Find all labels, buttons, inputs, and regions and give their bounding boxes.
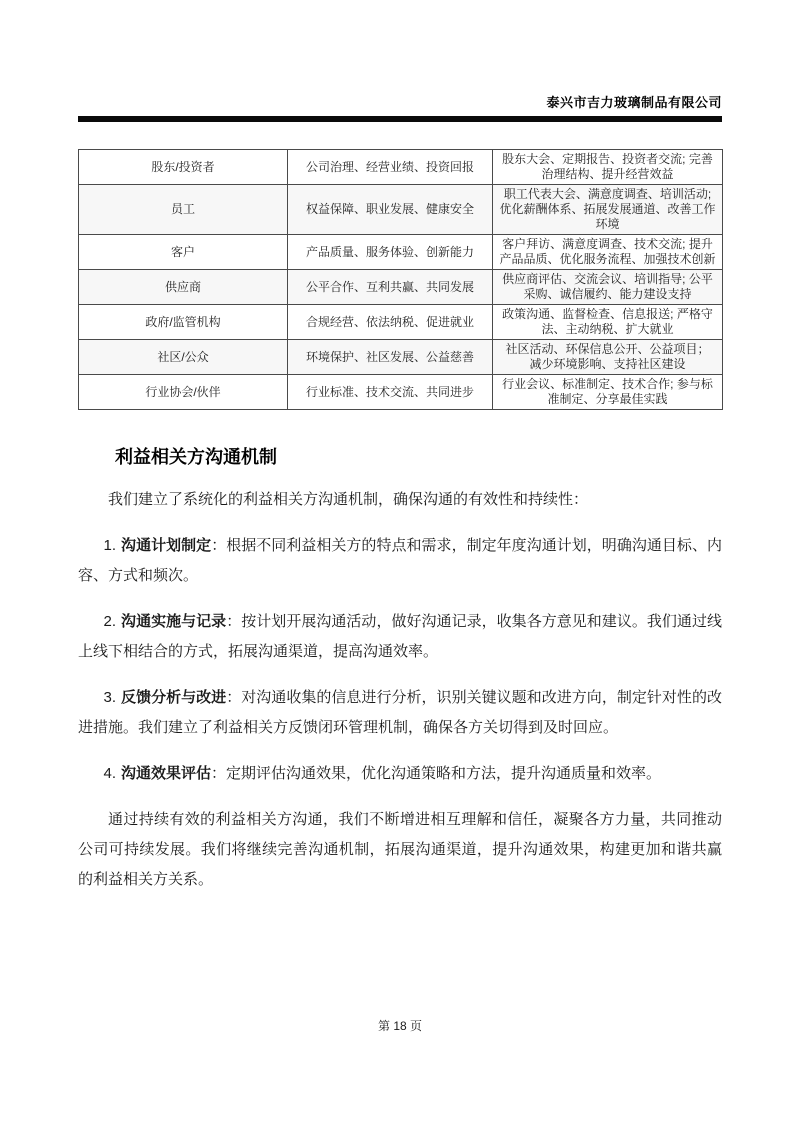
cell-expectations: 行业标准、技术交流、共同进步 [288,375,493,410]
cell-stakeholder: 股东/投资者 [79,150,288,185]
list-item [78,531,722,591]
item-text: ：按计划开展沟通活动，做好沟通记录，收集各方意见和建议。我们通过线上线下相结合的方式，拓展沟通渠道，提高沟通效率。 [78,613,722,660]
cell-stakeholder: 政府/监管机构 [79,305,288,340]
item-text: ：定期评估沟通效果，优化沟通策略和方法，提升沟通质量和效率。 [211,765,662,782]
item-text: ：根据不同利益相关方的特点和需求，制定年度沟通计划，明确沟通目标、内容、方式和频次。 [78,537,722,584]
cell-response: 行业会议、标准制定、技术合作; 参与标准制定、分享最佳实践 [493,375,723,410]
list-item [78,607,722,667]
page-number: 第 18 页 [377,1019,423,1033]
item-label: 沟通计划制定 [121,537,212,554]
cell-response: 社区活动、环保信息公开、公益项目； 减少环境影响、支持社区建设 [493,340,723,375]
table-row [79,375,723,410]
closing-paragraph: 通过持续有效的利益相关方沟通，我们不断增进相互理解和信任，凝聚各方力量，共同推动公司可持续发展。我们将继续完善沟通机制，拓展沟通渠道，提升沟通效果，构建更加和谐共赢的利益相关方关系。 [78,811,722,888]
item-label: 反馈分析与改进 [121,689,227,706]
table-row [79,235,723,270]
cell-response: 政策沟通、监督检查、信息报送; 严格守法、主动纳税、扩大就业 [493,305,723,340]
section-title: 利益相关方沟通机制 [115,447,277,467]
cell-expectations: 产品质量、服务体验、创新能力 [288,235,493,270]
page-header [78,0,722,111]
table-row [79,340,723,375]
table-row [79,270,723,305]
item-number: 3. [103,689,117,706]
item-number: 1. [103,537,117,554]
item-label: 沟通效果评估 [121,765,212,782]
cell-response: 职工代表大会、满意度调查、培训活动; 优化薪酬体系、拓展发展通道、改善工作环境 [493,185,723,235]
cell-expectations: 公平合作、互利共赢、共同发展 [288,270,493,305]
cell-stakeholder: 员工 [79,185,288,235]
cell-stakeholder: 客户 [79,235,288,270]
cell-stakeholder: 供应商 [79,270,288,305]
stakeholder-table [78,149,723,410]
cell-expectations: 权益保障、职业发展、健康安全 [288,185,493,235]
intro-paragraph: 我们建立了系统化的利益相关方沟通机制，确保沟通的有效性和持续性： [108,491,589,508]
header-rule [78,116,722,122]
cell-expectations: 环境保护、社区发展、公益慈善 [288,340,493,375]
table-row [79,185,723,235]
list-item [78,683,722,743]
cell-stakeholder: 行业协会/伙伴 [79,375,288,410]
table-row [79,150,723,185]
cell-response: 供应商评估、交流会议、培训指导; 公平采购、诚信履约、能力建设支持 [493,270,723,305]
item-label: 沟通实施与记录 [121,613,227,630]
item-number: 4. [103,765,117,782]
cell-response: 股东大会、定期报告、投资者交流; 完善治理结构、提升经营效益 [493,150,723,185]
list-item [78,759,722,789]
cell-expectations: 合规经营、依法纳税、促进就业 [288,305,493,340]
page-footer [0,1017,800,1034]
cell-stakeholder: 社区/公众 [79,340,288,375]
table-row [79,305,723,340]
cell-expectations: 公司治理、经营业绩、投资回报 [288,150,493,185]
item-number: 2. [103,613,117,630]
cell-response: 客户拜访、满意度调查、技术交流; 提升产品品质、优化服务流程、加强技术创新 [493,235,723,270]
company-name: 泰兴市吉力玻璃制品有限公司 [546,95,722,110]
item-text: ：对沟通收集的信息进行分析，识别关键议题和改进方向，制定针对性的改进措施。我们建立了利益相关方反馈闭环管理机制，确保各方关切得到及时回应。 [78,689,722,736]
